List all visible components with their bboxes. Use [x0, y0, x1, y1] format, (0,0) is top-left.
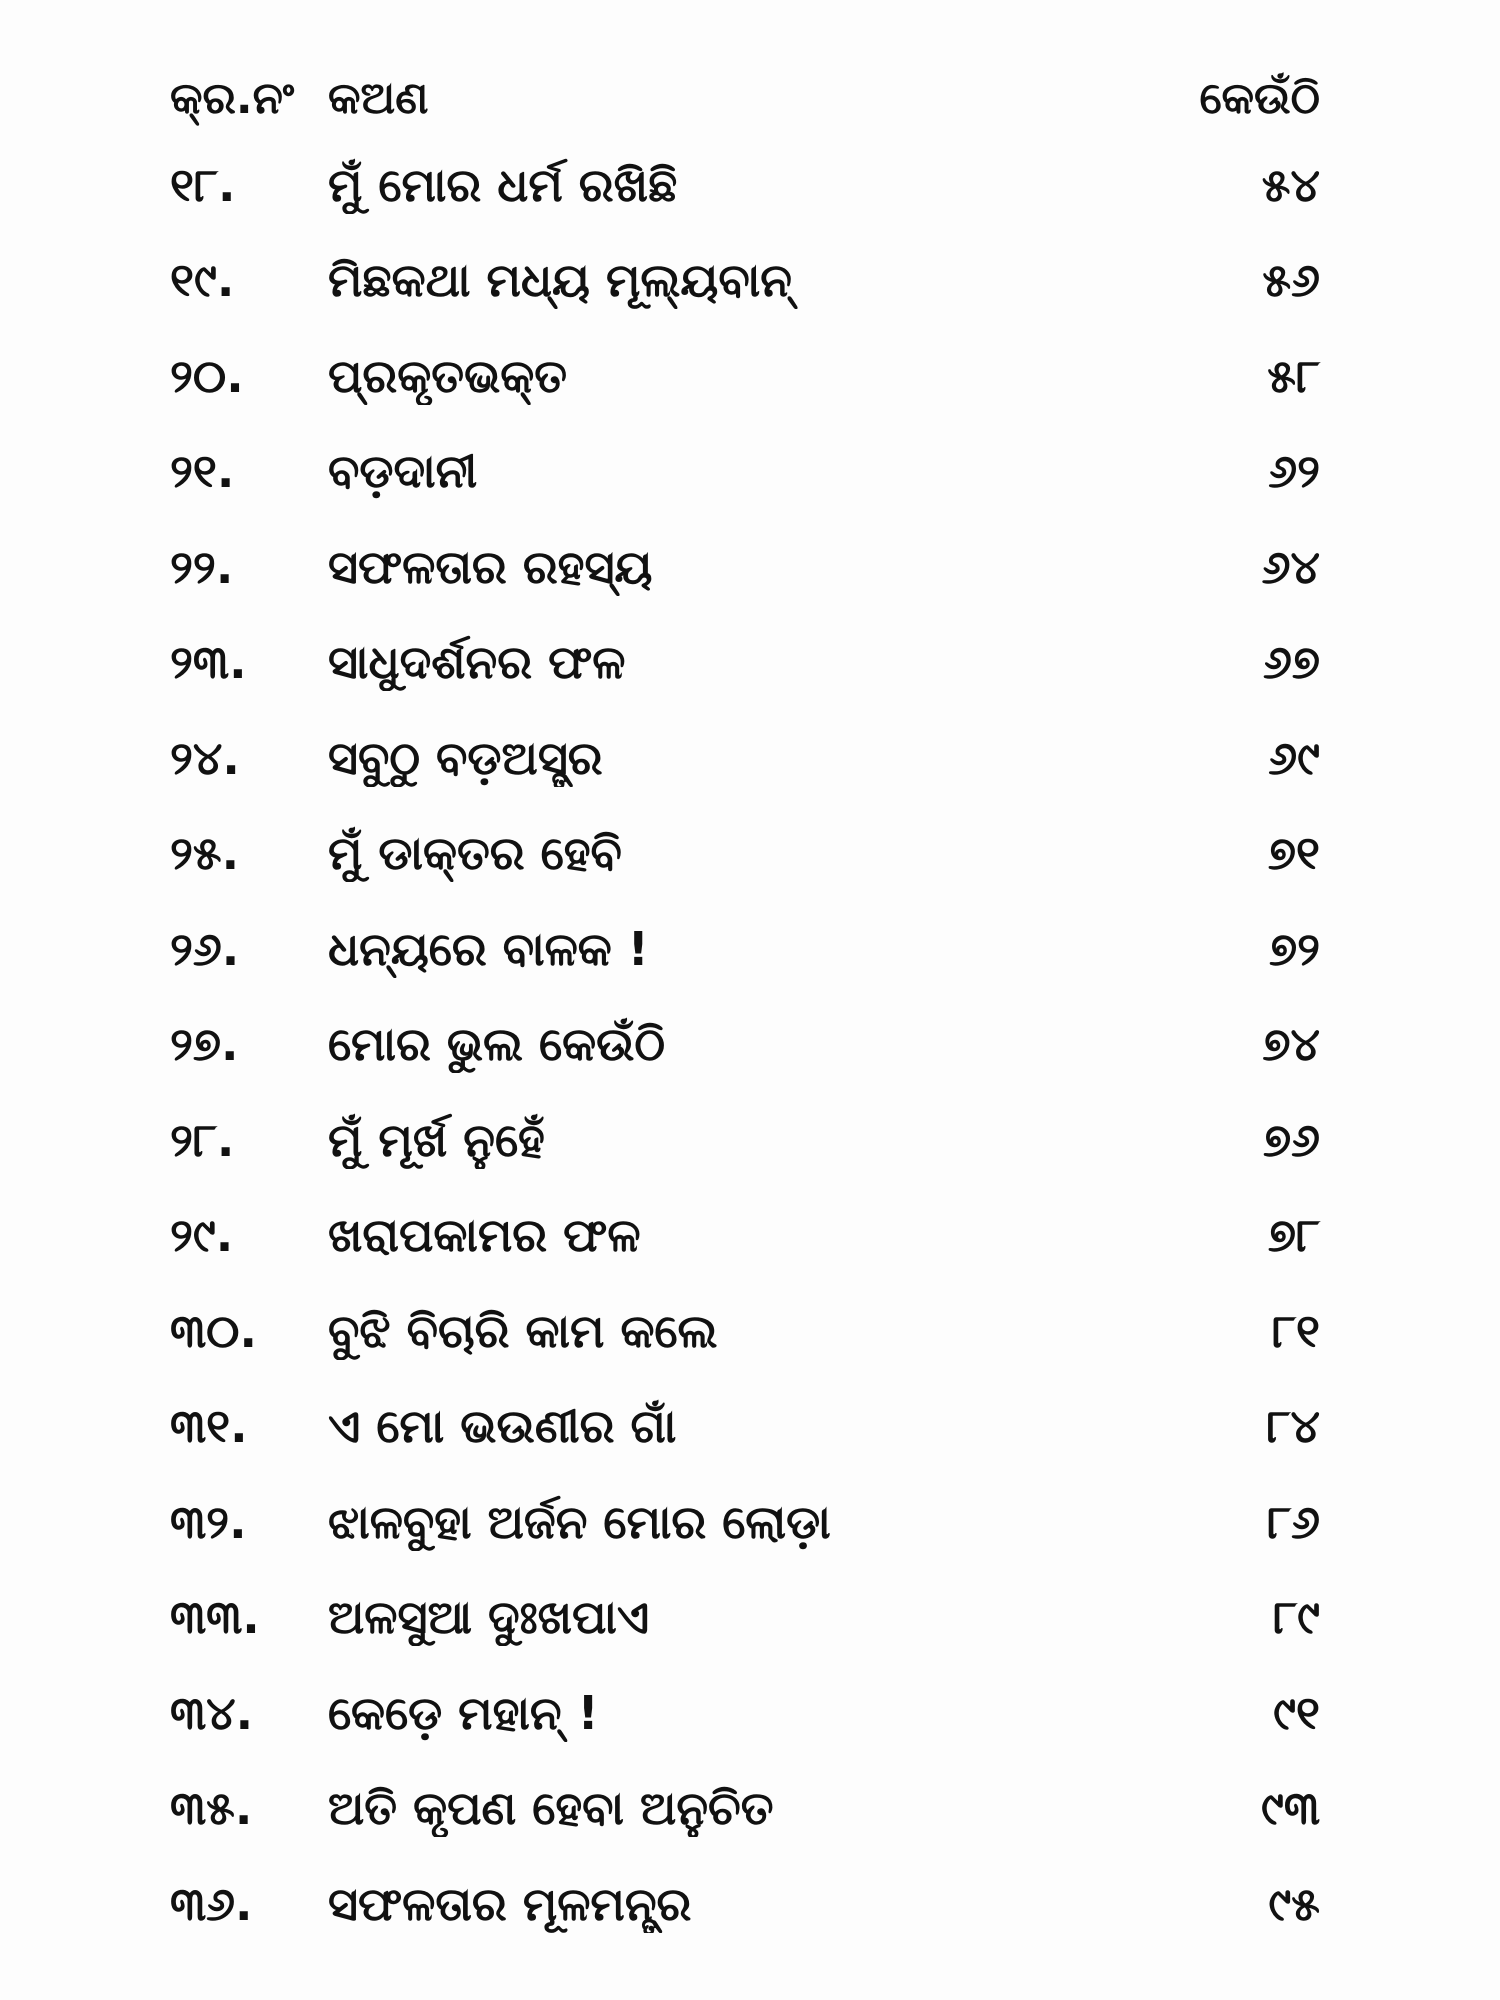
entry-title: ସାଧୁଦର୍ଶନର ଫଳ: [328, 635, 626, 690]
entry-title: ସଫଳତାର ରହସ୍ୟ: [328, 539, 653, 594]
entry-page-number: ୯୩: [1260, 1781, 1320, 1836]
entry-number: ୩୫.: [170, 1781, 253, 1836]
toc-entry: [170, 1284, 1340, 1380]
serial-header: କ୍ର.ନଂ: [170, 72, 295, 124]
entry-title: ପ୍ରକୃତଭକ୍ତ: [328, 348, 568, 403]
entry-page-number: ୮୯: [1273, 1590, 1320, 1645]
entry-number: ୨୧.: [170, 444, 235, 499]
toc-entry: [170, 329, 1340, 425]
toc-entry: [170, 425, 1340, 521]
page-header: କେଉଁଠି: [1199, 72, 1320, 124]
entry-page-number: ୭୬: [1262, 1112, 1320, 1167]
entry-title: ବଡ଼ଦାନୀ: [328, 444, 478, 499]
entry-number: ୩୩.: [170, 1590, 260, 1645]
entry-number: ୩୧.: [170, 1399, 248, 1454]
toc-entry: [170, 616, 1340, 712]
entry-page-number: ୭୨: [1268, 921, 1320, 976]
toc-entry: [170, 138, 1340, 234]
toc-entry: [170, 234, 1340, 330]
entry-title: ସବୁଠୁ ବଡ଼ଅସ୍ତ୍ର: [328, 730, 603, 785]
toc-entry: [170, 902, 1340, 998]
entry-number: ୧୮.: [170, 157, 236, 212]
entry-page-number: ୭୧: [1267, 826, 1320, 881]
toc-entry: [170, 1189, 1340, 1285]
entry-title: ଝାଳବୁହା ଅର୍ଜନ ମୋର ଲୋଡ଼ା: [328, 1494, 831, 1549]
entry-page-number: ୮୪: [1266, 1399, 1320, 1454]
entry-number: ୧୯.: [170, 253, 235, 308]
entry-title: ଖରାପକାମର ଫଳ: [328, 1208, 641, 1263]
entry-number: ୨୩.: [170, 635, 247, 690]
entry-title: ଅଳସୁଆ ଦୁଃଖପାଏ: [328, 1590, 650, 1645]
entry-page-number: ୬୭: [1262, 635, 1320, 690]
toc-entry: [170, 807, 1340, 903]
entry-page-number: ୮୬: [1267, 1494, 1320, 1549]
toc-entry: [170, 520, 1340, 616]
entry-title: ସଫଳତାର ମୂଳମନ୍ତ୍ର: [328, 1876, 692, 1931]
entry-page-number: ୯୫: [1268, 1876, 1320, 1931]
entry-title: ମୁଁ ମୋର ଧର୍ମ ରଖିଛି: [328, 157, 678, 212]
toc-entry: [170, 711, 1340, 807]
entry-page-number: ୫୪: [1261, 157, 1320, 212]
entry-page-number: ୭୮: [1267, 1208, 1320, 1263]
toc-entry: [170, 1762, 1340, 1858]
entry-page-number: ୫୮: [1267, 348, 1320, 403]
entry-page-number: ୮୧: [1272, 1303, 1320, 1358]
entry-title: ଅତି କୃପଣ ହେବା ଅନୁଚିତ: [328, 1781, 774, 1836]
entry-title: ମୋର ଭୁଲ କେଉଁଠି: [328, 1017, 666, 1072]
entry-number: ୨୪.: [170, 730, 240, 785]
entry-title: ଏ ମୋ ଭଉଣୀର ଗାଁ: [328, 1399, 677, 1454]
title-header: କଅଣ: [328, 72, 429, 124]
entry-title: କେଡ଼େ ମହାନ୍ !: [328, 1685, 599, 1740]
entry-number: ୩୪.: [170, 1685, 254, 1740]
entry-title: ମୁଁ ଡାକ୍ତର ହେବି: [328, 826, 622, 881]
entry-page-number: ୬୪: [1261, 539, 1320, 594]
entry-number: ୩୬.: [170, 1876, 253, 1931]
toc-entry: [170, 1666, 1340, 1762]
toc-entry: [170, 1571, 1340, 1667]
entry-page-number: ୯୧: [1273, 1685, 1320, 1740]
entry-number: ୨୨.: [170, 539, 234, 594]
entry-title: ମିଛକଥା ମଧ୍ୟ ମୂଲ୍ୟବାନ୍: [328, 253, 792, 308]
table-of-contents: [170, 58, 1340, 1953]
toc-entry: [170, 1475, 1340, 1571]
entry-page-number: ୭୪: [1262, 1017, 1320, 1072]
entry-number: ୨୬.: [170, 921, 240, 976]
entry-page-number: ୫୬: [1262, 253, 1320, 308]
toc-entry: [170, 1857, 1340, 1953]
toc-entry: [170, 998, 1340, 1094]
toc-header: [170, 58, 1340, 138]
entry-number: ୨୦.: [170, 348, 244, 403]
entry-title: ବୁଝି ବିଚାରି କାମ କଲେ: [328, 1303, 718, 1358]
entry-title: ଧନ୍ୟରେ ବାଳକ !: [328, 921, 649, 976]
entry-number: ୨୭.: [170, 1017, 239, 1072]
entry-number: ୨୯.: [170, 1208, 234, 1263]
entry-number: ୩୦.: [170, 1303, 257, 1358]
entry-title: ମୁଁ ମୂର୍ଖ ନୁହେଁ: [328, 1112, 545, 1167]
entry-page-number: ୬୨: [1268, 444, 1320, 499]
toc-entry: [170, 1093, 1340, 1189]
entry-number: ୨୮.: [170, 1112, 235, 1167]
entry-number: ୩୨.: [170, 1494, 247, 1549]
entry-number: ୨୫.: [170, 826, 240, 881]
toc-rows: [170, 138, 1340, 1953]
toc-entry: [170, 1380, 1340, 1476]
entry-page-number: ୬୯: [1268, 730, 1320, 785]
